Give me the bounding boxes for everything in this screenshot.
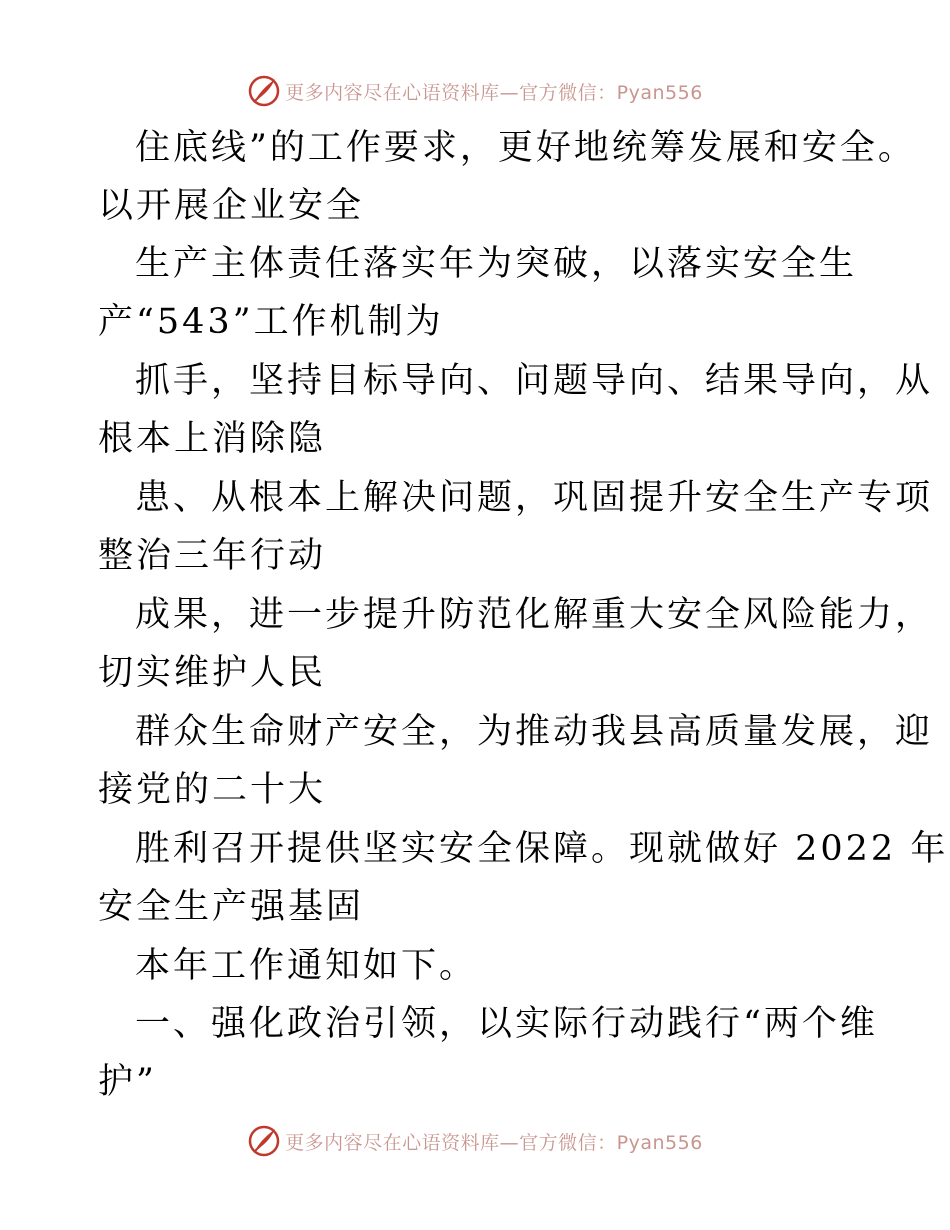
body-line: 护” (98, 1062, 157, 1102)
quill-pen-logo-icon (247, 1124, 281, 1158)
body-line: 一、强化政治引领，以实际行动践行“两个维 (135, 1004, 878, 1044)
body-line: 接党的二十大 (98, 770, 327, 810)
header-banner-text: 更多内容尽在心语资料库—官方微信：Pyan556 (285, 81, 703, 104)
body-line: 生产主体责任落实年为突破，以落实安全生 (135, 244, 858, 284)
body-line: 本年工作通知如下。 (135, 946, 478, 986)
body-line: 患、从根本上解决问题，巩固提升安全生产专项 (135, 478, 934, 518)
footer-banner-text: 更多内容尽在心语资料库—官方微信：Pyan556 (285, 1131, 703, 1154)
body-line: 安全生产强基固 (98, 887, 365, 927)
body-line: 以开展企业安全 (98, 186, 365, 226)
footer-banner (0, 1121, 950, 1161)
body-line: 抓手，坚持目标导向、问题导向、结果导向，从 (135, 361, 934, 401)
body-line: 住底线”的工作要求，更好地统筹发展和安全。 (135, 128, 916, 168)
body-line: 群众生命财产安全，为推动我县高质量发展，迎 (135, 712, 934, 752)
body-line: 胜利召开提供坚实安全保障。现就做好 2022 年 (135, 829, 949, 869)
body-line: 成果，进一步提升防范化解重大安全风险能力， (135, 595, 934, 635)
body-line: 根本上消除隐 (98, 419, 327, 459)
body-line: 切实维护人民 (98, 653, 327, 693)
body-line: 整治三年行动 (98, 536, 327, 576)
body-line: 产“543”工作机制为 (98, 302, 444, 342)
